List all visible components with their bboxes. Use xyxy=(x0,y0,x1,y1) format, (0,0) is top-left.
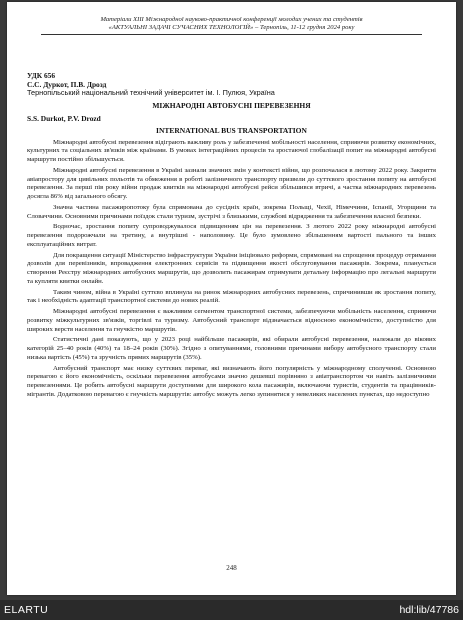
paragraph: Міжнародні автобусні перевезення в Україні зазнали значних змін у контексті війни, що розпочалася в лютому 2022 року. Закриття авіапростору для цивільних польотів та обмеження в роботі залізничного транспорту призвели до суттєвого зростання попиту на автобусні перевезення. За перші пів року війни продаж квитків на міжнародні автобусні рейси збільшився втричі, а частка міжнародних перевезень досягла 86% від загального обсягу. xyxy=(27,166,436,201)
document-page xyxy=(7,2,456,595)
header-line-1: Матеріали XIII Міжнародної науково-практичної конференції молодих учених та студентів xyxy=(100,16,363,23)
paragraph: Міжнародні автобусні перевезення відіграють важливу роль у забезпеченні мобільності населення, сприяючи розвитку економічних, культурних та соціальних зв'язків між країнами. В умовах інтеграційних процесів та зростаючої глобалізації попит на міжнародні автобусні маршрути постійно збільшується. xyxy=(27,138,436,164)
paragraph: Міжнародні автобусні перевезення є важливим сегментом транспортної системи, забезпечуючи мобільність населення, сприяючи розвитку міжкультурних зв'язків, торгівлі та туризму. Автобусний транспорт відзначається відносною економічністю, доступністю для широких верств населення та гнучкістю маршрутів. xyxy=(27,308,436,333)
conference-header xyxy=(27,16,436,35)
repository-name: ELARTU xyxy=(4,604,49,616)
paragraph: Значна частина пасажиропотоку була спрямована до сусідніх країн, зокрема Польщі, Чехії, Німеччини, Іспанії, Угорщини та Словаччини. Основними причинами поїздок стали туризм, зустрічі з близькими, службові відрядження та забезпечення власної безпеки. xyxy=(27,203,436,220)
article-title-en: INTERNATIONAL BUS TRANSPORTATION xyxy=(156,125,307,135)
article-body xyxy=(27,72,436,402)
paragraph: Автобусний транспорт має низку суттєвих переваг, які визначають його популярність у міжнародному сполученні. Основною перевагою є його економічність, оскільки перевезення автобусами значно дешевші порівняно з авіатранспортом чи навіть залізничними перевезеннями. Це робить автобусні маршрути доступними для широкого кола пасажирів, включаючи туристів, студентів та працівників-мігрантів. Додатковою перевагою є гнучкість маршрутів: автобус можуть легко зупинятися у невеликих населених пунктах, що недоступно xyxy=(27,364,436,398)
authors-ua: С.С. Дуркот, П.В. Дрозд xyxy=(27,79,107,89)
paragraph: Таким чином, війна в Україні суттєво вплинула на ринок міжнародних автобусних перевезень, спричинивши як зростання попиту, так і необхідність адаптації транспортної системи до нових реалій. xyxy=(27,288,436,305)
affiliation: Тернопільський національний технічний університет ім. І. Пулюя, Україна xyxy=(27,88,275,98)
header-rule xyxy=(41,34,422,35)
paragraph: Водночас, зростання попиту супроводжувалося підвищенням цін на перевезення. З лютого 2022 року міжнародні автобусні перевезення подорожчали на третину, а внутрішні - наполовину. Це було зумовлено збільшенням вартості пального та інших експлуатаційних витрат. xyxy=(27,223,436,248)
udk-code: УДК 656 xyxy=(27,71,56,80)
authors-en: S.S. Durkot, P.V. Drozd xyxy=(27,113,101,123)
paragraph: Для покращення ситуації Міністерство інфраструктури України ініціювало реформи, спрямовані на спрощення процедур отримання дозволів для перевізників, впровадження електронних сервісів та підвищення якості обслуговування пасажирів. Зокрема, планується створення Реєстру міжнародних автобусних маршрутів, що дозволить пасажирам отримувати детальну інформацію про легальні маршрути та купляти квитки онлайн. xyxy=(27,251,436,285)
header-line-2: «АКТУАЛЬНІ ЗАДАЧІ СУЧАСНИХ ТЕХНОЛОГІЙ» – Тернопіль, 11-12 грудня 2024 року xyxy=(108,24,355,32)
handle-link[interactable]: hdl:lib/47786 xyxy=(399,604,459,616)
footer-bar xyxy=(0,600,463,620)
paragraph: Статистичні дані показують, що у 2023 році найбільше пасажирів, які обирали автобусні перевезення, належали до вікових категорій 25–40 років (40%) та 18–24 років (30%). Згідно з опитуваннями, головними причинами вибору автобусного транспорту стали низька вартість (45%) та зручність прямих маршрутів (35%). xyxy=(27,336,436,361)
article-title-ua: МІЖНАРОДНІ АВТОБУСНІ ПЕРЕВЕЗЕННЯ xyxy=(152,100,311,110)
page-number: 248 xyxy=(226,564,237,572)
